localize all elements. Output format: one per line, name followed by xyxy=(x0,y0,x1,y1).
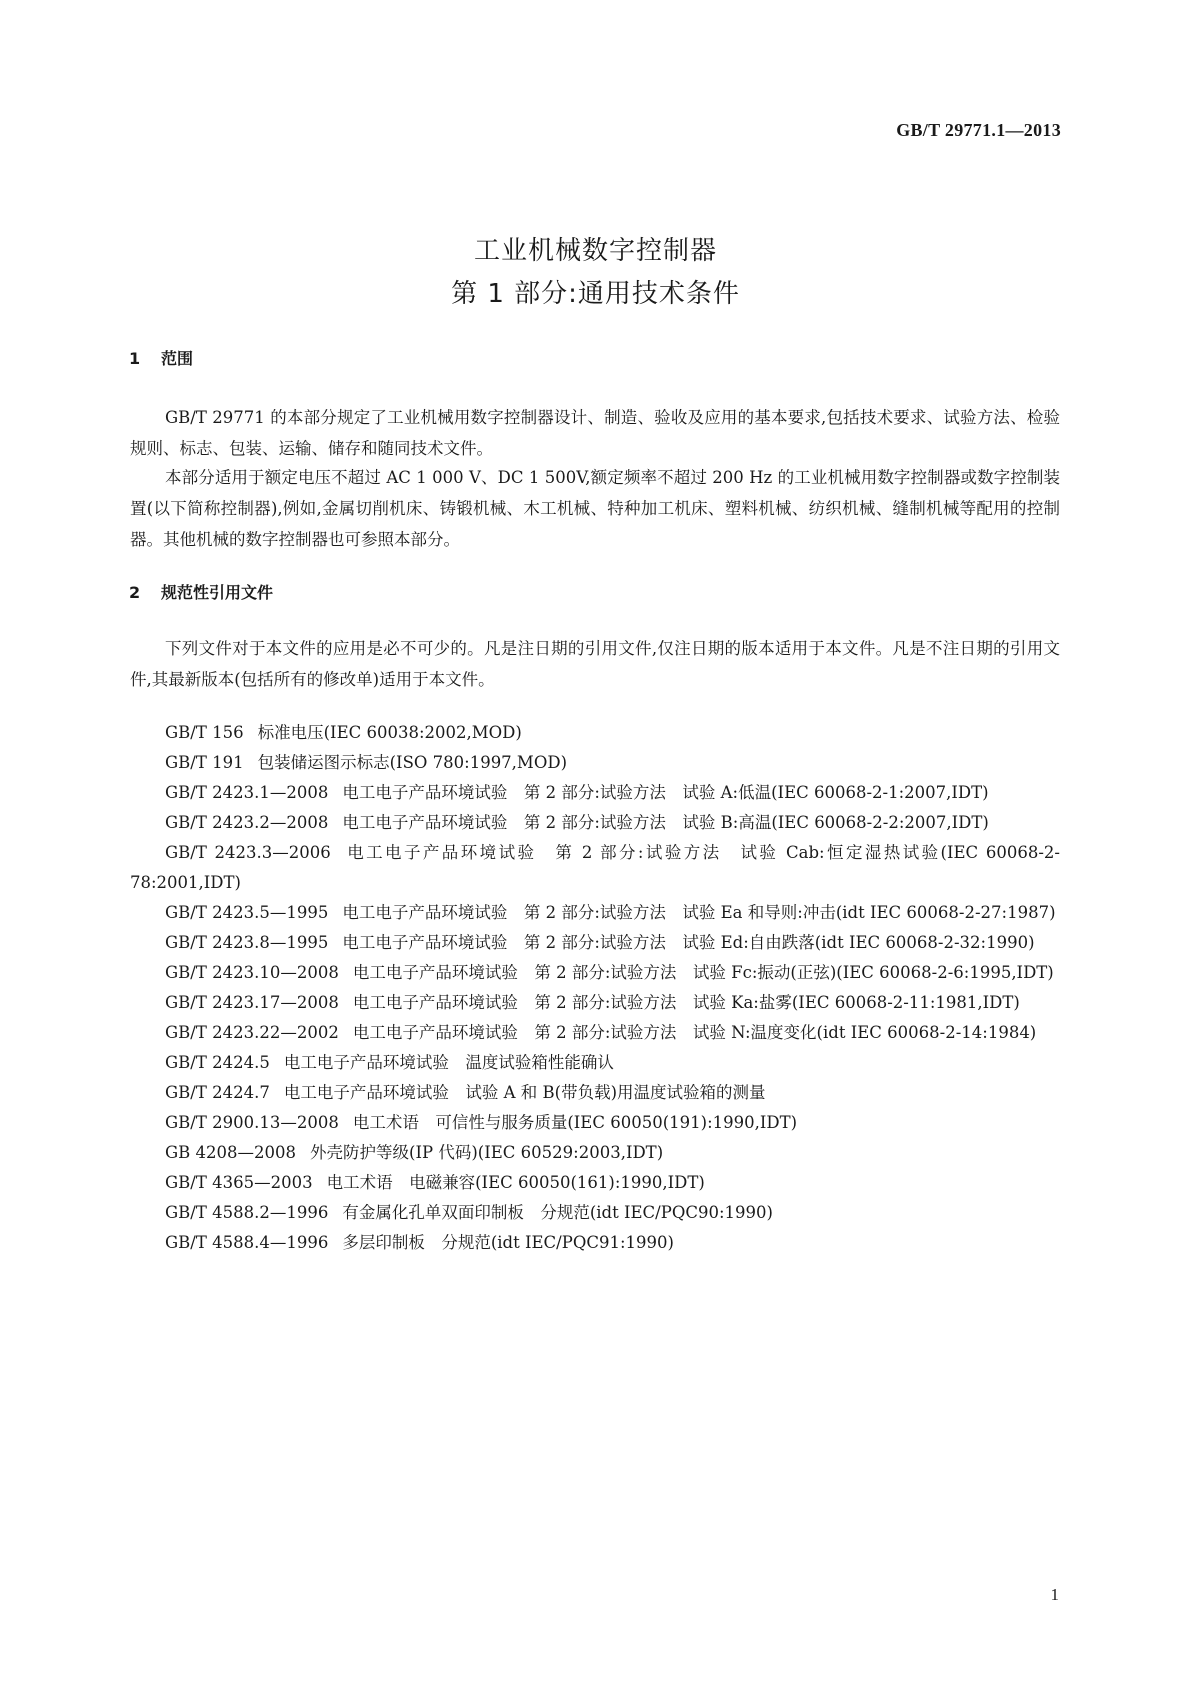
section-1-paragraph-2: 本部分适用于额定电压不超过 AC 1 000 V、DC 1 500V,额定频率不超过 200 Hz 的工业机械用数字控制器或数字控制装置(以下简称控制器),例如,金属切削机床、铸锻机械、木工机械、特种加工机床、塑料机械、纺织机械、缝制机械等配用的控制器。其他机械的数字控制器也可参照本部分。 xyxy=(130,468,1060,549)
reference-title: 电工电子产品环境试验 第 2 部分:试验方法 试验 B:高温(IEC 60068-2-2:2007,IDT) xyxy=(342,813,989,832)
reference-title: 电工术语 电磁兼容(IEC 60050(161):1990,IDT) xyxy=(326,1173,705,1192)
reference-code: GB/T 2423.1—2008 xyxy=(165,783,329,802)
reference-item xyxy=(130,718,1060,748)
reference-code: GB/T 2423.5—1995 xyxy=(165,903,329,922)
page-number: 1 xyxy=(1050,1585,1059,1604)
reference-code: GB/T 4365—2003 xyxy=(165,1173,313,1192)
reference-item xyxy=(130,1108,1060,1138)
reference-title: 外壳防护等级(IP 代码)(IEC 60529:2003,IDT) xyxy=(310,1143,664,1162)
reference-item xyxy=(130,1078,1060,1108)
reference-title: 电工电子产品环境试验 试验 A 和 B(带负载)用温度试验箱的测量 xyxy=(283,1083,766,1102)
reference-item xyxy=(130,838,1060,898)
reference-title: 电工电子产品环境试验 第 2 部分:试验方法 试验 Ka:盐雾(IEC 60068-2-11:1981,IDT) xyxy=(352,993,1020,1012)
reference-item xyxy=(130,1138,1060,1168)
reference-title: 标准电压(IEC 60038:2002,MOD) xyxy=(257,723,522,742)
reference-code: GB/T 156 xyxy=(165,723,244,742)
reference-item xyxy=(130,958,1060,988)
reference-code: GB/T 2900.13—2008 xyxy=(165,1113,339,1132)
reference-title: 电工电子产品环境试验 第 2 部分:试验方法 试验 N:温度变化(idt IEC 60068-2-14:1984) xyxy=(352,1023,1037,1042)
reference-code: GB/T 191 xyxy=(165,753,244,772)
reference-item xyxy=(130,898,1060,928)
reference-title: 多层印制板 分规范(idt IEC/PQC91:1990) xyxy=(342,1233,674,1252)
reference-code: GB/T 4588.2—1996 xyxy=(165,1203,329,1222)
section-1-paragraph-1: GB/T 29771 的本部分规定了工业机械用数字控制器设计、制造、验收及应用的基本要求,包括技术要求、试验方法、检验规则、标志、包装、运输、储存和随同技术文件。 xyxy=(130,408,1060,458)
reference-title: 电工电子产品环境试验 第 2 部分:试验方法 试验 Cab:恒定湿热试验(IEC 60068-2-78:2001,IDT) xyxy=(130,843,1060,892)
reference-title: 电工电子产品环境试验 第 2 部分:试验方法 试验 Ed:自由跌落(idt IEC 60068-2-32:1990) xyxy=(342,933,1035,952)
reference-code: GB/T 2424.5 xyxy=(165,1053,270,1072)
reference-item xyxy=(130,748,1060,778)
standard-number: GB/T 29771.1—2013 xyxy=(896,120,1061,140)
reference-code: GB/T 2423.8—1995 xyxy=(165,933,329,952)
reference-title: 包装储运图示标志(ISO 780:1997,MOD) xyxy=(257,753,568,772)
reference-title: 电工术语 可信性与服务质量(IEC 60050(191):1990,IDT) xyxy=(352,1113,798,1132)
section-2-heading xyxy=(129,580,273,603)
reference-item xyxy=(130,988,1060,1018)
reference-code: GB/T 2423.3—2006 xyxy=(165,843,331,862)
reference-title: 有金属化孔单双面印制板 分规范(idt IEC/PQC90:1990) xyxy=(342,1203,773,1222)
reference-code: GB/T 4588.4—1996 xyxy=(165,1233,329,1252)
document-title-line-1: 工业机械数字控制器 xyxy=(473,236,717,266)
reference-code: GB/T 2423.10—2008 xyxy=(165,963,339,982)
reference-item xyxy=(130,1048,1060,1078)
reference-item xyxy=(130,1198,1060,1228)
normative-references-list xyxy=(130,718,1060,1258)
section-1-title: 范围 xyxy=(161,349,194,368)
reference-title: 电工电子产品环境试验 第 2 部分:试验方法 试验 Fc:振动(正弦)(IEC 60068-2-6:1995,IDT) xyxy=(352,963,1054,982)
reference-item xyxy=(130,1168,1060,1198)
section-2-title: 规范性引用文件 xyxy=(161,583,274,602)
reference-code: GB/T 2424.7 xyxy=(165,1083,270,1102)
reference-title: 电工电子产品环境试验 第 2 部分:试验方法 试验 A:低温(IEC 60068-2-1:2007,IDT) xyxy=(342,783,989,802)
reference-item xyxy=(130,778,1060,808)
section-2-paragraph-1: 下列文件对于本文件的应用是必不可少的。凡是注日期的引用文件,仅注日期的版本适用于本文件。凡是不注日期的引用文件,其最新版本(包括所有的修改单)适用于本文件。 xyxy=(130,639,1060,689)
reference-code: GB/T 2423.17—2008 xyxy=(165,993,339,1012)
reference-code: GB/T 2423.2—2008 xyxy=(165,813,329,832)
reference-item xyxy=(130,1018,1060,1048)
section-1-heading xyxy=(129,346,193,369)
reference-title: 电工电子产品环境试验 第 2 部分:试验方法 试验 Ea 和导则:冲击(idt IEC 60068-2-27:1987) xyxy=(342,903,1056,922)
reference-code: GB/T 2423.22—2002 xyxy=(165,1023,339,1042)
reference-item xyxy=(130,808,1060,838)
reference-code: GB 4208—2008 xyxy=(165,1143,297,1162)
reference-item xyxy=(130,1228,1060,1258)
section-1-number: 1 xyxy=(129,349,141,368)
reference-item xyxy=(130,928,1060,958)
section-2-number: 2 xyxy=(129,583,141,602)
reference-title: 电工电子产品环境试验 温度试验箱性能确认 xyxy=(283,1053,614,1072)
document-title-line-2: 第 1 部分:通用技术条件 xyxy=(451,279,740,309)
